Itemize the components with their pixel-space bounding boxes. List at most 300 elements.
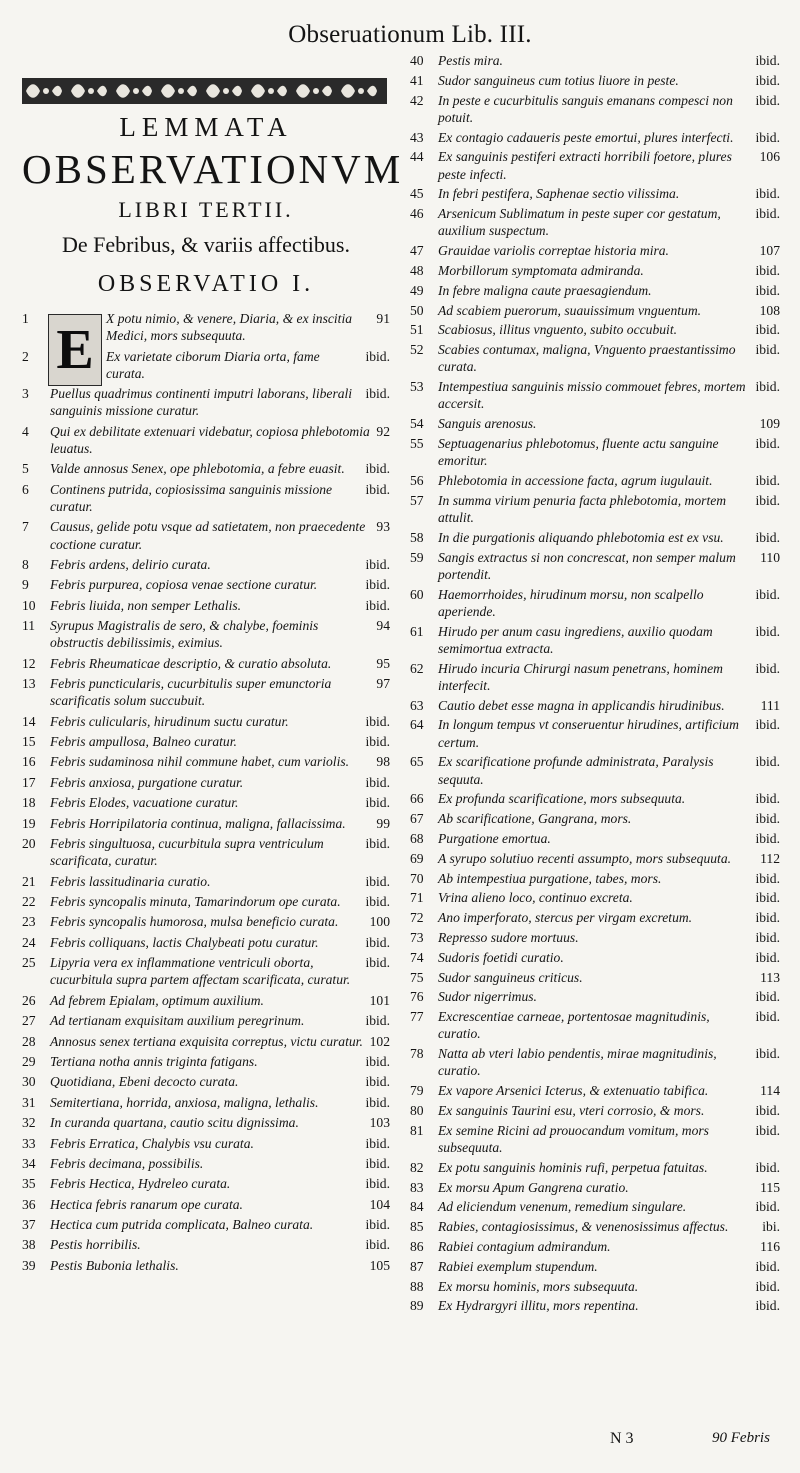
entry-text: Sudor sanguineus criticus. bbox=[438, 969, 583, 985]
entry-body bbox=[438, 492, 780, 526]
entry-page-ref: ibid. bbox=[755, 910, 780, 926]
entry-body bbox=[438, 753, 780, 787]
libri-title: LIBRI TERTII. bbox=[118, 197, 294, 222]
entry-text: Ad eliciendum venenum, remedium singulare. bbox=[438, 1199, 687, 1215]
entry-number: 13 bbox=[22, 676, 36, 692]
table-of-contents-entry bbox=[410, 830, 780, 847]
table-of-contents-entry bbox=[410, 129, 780, 146]
entry-number: 85 bbox=[410, 1219, 424, 1235]
entry-body bbox=[438, 586, 780, 620]
entry-body bbox=[50, 873, 390, 890]
entry-body bbox=[50, 713, 390, 730]
entry-body bbox=[50, 1196, 390, 1213]
entry-text: Sudoris foetidi curatio. bbox=[438, 949, 564, 965]
entry-body bbox=[50, 1257, 390, 1274]
entry-text: Valde annosus Senex, ope phlebotomia, a febre euasit. bbox=[50, 461, 345, 477]
table-of-contents-entry bbox=[410, 92, 780, 126]
entry-page-ref: 94 bbox=[376, 618, 390, 634]
entry-text: Febris puncticularis, cucurbitulis super emunctoria scarificatis solum succubuit. bbox=[50, 676, 332, 709]
table-of-contents-entry bbox=[22, 815, 390, 832]
entry-number: 63 bbox=[410, 697, 424, 713]
entry-number: 23 bbox=[22, 914, 36, 930]
entry-page-ref: ibid. bbox=[365, 348, 390, 364]
entry-number: 3 bbox=[22, 386, 29, 402]
entry-number: 89 bbox=[410, 1298, 424, 1314]
entry-body bbox=[438, 1179, 780, 1196]
entry-page-ref: ibid. bbox=[755, 1278, 780, 1294]
entry-page-ref: 97 bbox=[376, 676, 390, 692]
table-of-contents-entry bbox=[410, 909, 780, 926]
entry-page-ref: ibid. bbox=[755, 282, 780, 298]
table-of-contents-entry bbox=[410, 889, 780, 906]
entry-number: 14 bbox=[22, 713, 36, 729]
entry-number: 87 bbox=[410, 1258, 424, 1274]
entry-body bbox=[50, 913, 390, 930]
table-of-contents-entry bbox=[410, 1179, 780, 1196]
entry-page-ref: ibid. bbox=[365, 1074, 390, 1090]
table-of-contents-entry bbox=[22, 1053, 390, 1070]
entry-number: 32 bbox=[22, 1115, 36, 1131]
entry-text: In peste e cucurbitulis sanguis emanans compesci non potuit. bbox=[438, 92, 733, 125]
table-of-contents-entry bbox=[410, 753, 780, 787]
entry-number: 24 bbox=[22, 934, 36, 950]
entry-body bbox=[50, 1033, 390, 1050]
entry-body bbox=[438, 870, 780, 887]
entry-number: 69 bbox=[410, 850, 424, 866]
entry-text: Febris ampullosa, Balneo curatur. bbox=[50, 734, 237, 750]
table-of-contents-entry bbox=[410, 1045, 780, 1079]
entry-text: In febri pestifera, Saphenae sectio vilissima. bbox=[438, 186, 680, 202]
entry-text: Grauidae variolis correptae historia mira. bbox=[438, 243, 669, 259]
entry-number: 22 bbox=[22, 894, 36, 910]
entry-text: Ab intempestiua purgatione, tabes, mors. bbox=[438, 870, 662, 886]
entry-number: 12 bbox=[22, 655, 36, 671]
entry-page-ref: 99 bbox=[376, 815, 390, 831]
entry-number: 21 bbox=[22, 873, 36, 889]
entry-text: Ex morsu hominis, mors subsequuta. bbox=[438, 1278, 639, 1294]
entry-body bbox=[438, 205, 780, 239]
table-of-contents-entry bbox=[22, 753, 390, 770]
table-of-contents-entry bbox=[22, 873, 390, 890]
entry-number: 26 bbox=[22, 992, 36, 1008]
entry-text: Febris decimana, possibilis. bbox=[50, 1155, 204, 1171]
entry-text: Causus, gelide potu vsque ad satietatem, non praecedente coctione curatur. bbox=[50, 519, 366, 552]
entry-text: Ex profunda scarificatione, mors subsequuta. bbox=[438, 791, 686, 807]
entry-page-ref: ibid. bbox=[365, 1135, 390, 1151]
table-of-contents-entry bbox=[410, 1238, 780, 1255]
entry-number: 29 bbox=[22, 1053, 36, 1069]
entry-text: Hirudo per anum casu ingrediens, auxilio quodam semimortua extracta. bbox=[438, 623, 713, 656]
entry-page-ref: ibid. bbox=[755, 322, 780, 338]
entry-page-ref: ibid. bbox=[755, 92, 780, 108]
entry-number: 75 bbox=[410, 969, 424, 985]
entry-number: 39 bbox=[22, 1257, 36, 1273]
entry-body bbox=[438, 909, 780, 926]
entry-number: 41 bbox=[410, 72, 424, 88]
entry-number: 36 bbox=[22, 1196, 36, 1212]
entry-text: Ano imperforato, stercus per virgam excretum. bbox=[438, 910, 693, 926]
table-of-contents-entry bbox=[410, 72, 780, 89]
table-of-contents-entry bbox=[410, 242, 780, 259]
entry-page-ref: 108 bbox=[759, 302, 780, 318]
entry-page-ref: ibid. bbox=[365, 713, 390, 729]
entry-page-ref: 103 bbox=[369, 1115, 390, 1131]
entry-number: 17 bbox=[22, 774, 36, 790]
entry-number: 74 bbox=[410, 949, 424, 965]
entry-body bbox=[438, 889, 780, 906]
entry-page-ref: ibid. bbox=[755, 72, 780, 88]
entry-text: Ex varietate ciborum Diaria orta, fame curata. bbox=[106, 348, 320, 381]
table-of-contents-entry bbox=[22, 423, 390, 457]
table-of-contents-entry bbox=[22, 992, 390, 1009]
table-of-contents-entry bbox=[410, 1102, 780, 1119]
entry-page-ref: ibid. bbox=[755, 830, 780, 846]
entry-text: Ad febrem Epialam, optimum auxilium. bbox=[50, 992, 264, 1008]
entry-page-ref: ibid. bbox=[755, 472, 780, 488]
entry-page-ref: 95 bbox=[376, 655, 390, 671]
entry-page-ref: ibid. bbox=[755, 754, 780, 770]
entry-number: 88 bbox=[410, 1278, 424, 1294]
running-head bbox=[0, 18, 800, 52]
entry-body bbox=[438, 660, 780, 694]
entry-text: Arsenicum Sublimatum in peste super cor gestatum, auxilium suspectum. bbox=[438, 206, 721, 239]
table-of-contents-entry bbox=[410, 1122, 780, 1156]
entry-number: 4 bbox=[22, 423, 29, 439]
entry-text: Lipyria vera ex inflammatione ventriculi oborta, cucurbitula supra partem affectam scarificata, curatur. bbox=[50, 955, 351, 988]
table-of-contents-entry bbox=[22, 675, 390, 709]
entry-page-ref: ibid. bbox=[365, 894, 390, 910]
table-of-contents-entry bbox=[22, 713, 390, 730]
entry-text: Scabiosus, illitus vnguento, subito occubuit. bbox=[438, 322, 678, 338]
entry-number: 28 bbox=[22, 1033, 36, 1049]
entry-body bbox=[438, 929, 780, 946]
table-of-contents-entry bbox=[410, 929, 780, 946]
entry-text: Febris syncopalis humorosa, mulsa beneficio curata. bbox=[50, 914, 339, 930]
table-of-contents-entry bbox=[22, 1073, 390, 1090]
entry-page-ref: ibid. bbox=[755, 1199, 780, 1215]
table-of-contents-entry bbox=[410, 716, 780, 750]
entry-page-ref: ibid. bbox=[365, 873, 390, 889]
table-of-contents-entry bbox=[410, 492, 780, 526]
table-of-contents-entry bbox=[410, 790, 780, 807]
entry-body bbox=[438, 242, 780, 259]
table-of-contents-entry bbox=[410, 282, 780, 299]
table-of-contents-entry bbox=[22, 893, 390, 910]
entry-number: 70 bbox=[410, 870, 424, 886]
entry-text: Hectica cum putrida complicata, Balneo curata. bbox=[50, 1217, 314, 1233]
entry-number: 81 bbox=[410, 1122, 424, 1138]
entry-body bbox=[50, 835, 390, 869]
entry-number: 72 bbox=[410, 910, 424, 926]
entry-text: Febris sudaminosa nihil commune habet, cum variolis. bbox=[50, 754, 350, 770]
entry-number: 42 bbox=[410, 92, 424, 108]
entry-page-ref: ibid. bbox=[365, 597, 390, 613]
entry-text: Qui ex debilitate extenuari videbatur, copiosa phlebotomia leuatus. bbox=[50, 423, 370, 456]
entry-text: Ad tertianam exquisitam auxilium peregrinum. bbox=[50, 1013, 305, 1029]
entry-number: 9 bbox=[22, 577, 29, 593]
table-of-contents-entry bbox=[22, 1216, 390, 1233]
entry-body bbox=[438, 321, 780, 338]
entry-text: Febris purpurea, copiosa venae sectione curatur. bbox=[50, 577, 318, 593]
entry-page-ref: ibid. bbox=[755, 1122, 780, 1138]
entry-number: 30 bbox=[22, 1074, 36, 1090]
entry-page-ref: 104 bbox=[369, 1196, 390, 1212]
entry-page-ref: ibid. bbox=[755, 1258, 780, 1274]
entry-number: 6 bbox=[22, 481, 29, 497]
entry-number: 1 bbox=[22, 311, 29, 326]
table-of-contents-entry bbox=[22, 1196, 390, 1213]
entry-text: Scabies contumax, maligna, Vnguento praestantissimo curata. bbox=[438, 342, 736, 375]
table-of-contents-entry bbox=[22, 835, 390, 869]
entry-body bbox=[50, 733, 390, 750]
table-of-contents-entry bbox=[22, 1257, 390, 1274]
entry-number: 66 bbox=[410, 791, 424, 807]
table-of-contents-entry bbox=[410, 415, 780, 432]
entry-number: 61 bbox=[410, 623, 424, 639]
entry-text: Septuagenarius phlebotomus, fluente actu sanguine emoritur. bbox=[438, 435, 719, 469]
entry-body bbox=[50, 1135, 390, 1152]
table-of-contents-entry bbox=[22, 348, 390, 382]
entry-body bbox=[50, 794, 390, 811]
entry-list-left bbox=[22, 310, 390, 1274]
entry-number: 49 bbox=[410, 282, 424, 298]
entry-body bbox=[50, 460, 390, 477]
entry-number: 18 bbox=[22, 795, 36, 811]
entry-number: 60 bbox=[410, 586, 424, 602]
entry-text: Ex vapore Arsenici Icterus, & extenuatio tabifica. bbox=[438, 1083, 709, 1099]
table-of-contents-entry bbox=[410, 850, 780, 867]
entry-page-ref: ibid. bbox=[755, 435, 780, 451]
entry-body bbox=[50, 518, 390, 552]
table-of-contents-entry bbox=[410, 623, 780, 657]
entry-page-ref: ibid. bbox=[755, 929, 780, 945]
table-of-contents-entry bbox=[22, 597, 390, 614]
observatio-heading: OBSERVATIO I. bbox=[97, 271, 315, 297]
right-column bbox=[410, 52, 780, 1442]
table-of-contents-entry bbox=[22, 655, 390, 672]
entry-text: Annosus senex tertiana exquisita correptus, victu curatur. bbox=[50, 1033, 363, 1049]
entry-number: 77 bbox=[410, 1009, 424, 1025]
entry-body bbox=[438, 1159, 780, 1176]
table-of-contents-entry bbox=[22, 576, 390, 593]
entry-number: 55 bbox=[410, 435, 424, 451]
entry-text: Febris Rheumaticae descriptio, & curatio absoluta. bbox=[50, 655, 332, 671]
entry-number: 38 bbox=[22, 1237, 36, 1253]
entry-number: 8 bbox=[22, 556, 29, 572]
entry-number: 19 bbox=[22, 815, 36, 831]
entry-page-ref: ibid. bbox=[365, 836, 390, 852]
table-of-contents-entry bbox=[410, 969, 780, 986]
entry-body bbox=[50, 934, 390, 951]
table-of-contents-entry bbox=[410, 1258, 780, 1275]
entry-number: 71 bbox=[410, 890, 424, 906]
entry-number: 46 bbox=[410, 206, 424, 222]
entry-page-ref: ibid. bbox=[365, 556, 390, 572]
entry-page-ref: ibid. bbox=[365, 577, 390, 593]
entry-page-ref: ibid. bbox=[755, 1046, 780, 1062]
entry-body bbox=[50, 992, 390, 1009]
table-of-contents-entry bbox=[410, 1008, 780, 1042]
entry-page-ref: ibid. bbox=[755, 890, 780, 906]
entry-page-ref: 114 bbox=[760, 1083, 780, 1099]
entry-body bbox=[438, 185, 780, 202]
entry-text: Natta ab vteri labio pendentis, mirae magnitudinis, curatio. bbox=[438, 1046, 717, 1079]
entry-body bbox=[50, 1053, 390, 1070]
entry-number: 58 bbox=[410, 529, 424, 545]
entry-page-ref: 92 bbox=[376, 423, 390, 439]
entry-text: Febris lassitudinaria curatio. bbox=[50, 873, 211, 889]
entry-page-ref: ibid. bbox=[755, 1298, 780, 1314]
entry-page-ref: ibid. bbox=[365, 795, 390, 811]
entry-number: 73 bbox=[410, 929, 424, 945]
entry-number: 54 bbox=[410, 416, 424, 432]
entry-page-ref: ibid. bbox=[755, 262, 780, 278]
entry-page-ref: ibid. bbox=[365, 1053, 390, 1069]
table-of-contents-entry bbox=[22, 518, 390, 552]
entry-text: Febris syncopalis minuta, Tamarindorum ope curata. bbox=[50, 894, 341, 910]
entry-body bbox=[438, 1218, 780, 1235]
table-of-contents-entry bbox=[410, 1218, 780, 1235]
entry-text: Intempestiua sanguinis missio commouet febres, mortem accersit. bbox=[438, 379, 746, 412]
entry-text: Ex Hydrargyri illitu, mors repentina. bbox=[438, 1298, 639, 1314]
entry-page-ref: ibid. bbox=[365, 774, 390, 790]
entry-text: Ab scarificatione, Gangrana, mors. bbox=[438, 811, 632, 827]
entry-body bbox=[438, 302, 780, 319]
signature-mark: N 3 bbox=[610, 1430, 634, 1447]
entry-page-ref: 109 bbox=[759, 416, 780, 432]
entry-text: Excrescentiae carneae, portentosae magnitudinis, curatio. bbox=[438, 1009, 710, 1042]
entry-text: In summa virium penuria facta phlebotomia, mortem attulit. bbox=[438, 492, 727, 525]
left-column bbox=[22, 110, 404, 1430]
entry-text: Pestis Bubonia lethalis. bbox=[50, 1257, 179, 1273]
entry-body bbox=[50, 423, 390, 457]
entry-body bbox=[438, 1238, 780, 1255]
entry-body bbox=[438, 529, 780, 546]
entry-number: 16 bbox=[22, 754, 36, 770]
entry-body bbox=[50, 1236, 390, 1253]
entry-number: 40 bbox=[410, 53, 424, 68]
entry-body bbox=[50, 1216, 390, 1233]
entry-number: 31 bbox=[22, 1094, 36, 1110]
table-of-contents-entry bbox=[410, 949, 780, 966]
entry-page-ref: ibid. bbox=[755, 989, 780, 1005]
entry-body bbox=[438, 623, 780, 657]
entry-page-ref: 91 bbox=[376, 311, 390, 326]
entry-page-ref: ibid. bbox=[755, 717, 780, 733]
entry-body bbox=[50, 1175, 390, 1192]
entry-text: Pestis mira. bbox=[438, 53, 503, 68]
entry-number: 79 bbox=[410, 1083, 424, 1099]
table-of-contents-entry bbox=[22, 1012, 390, 1029]
table-of-contents-entry bbox=[22, 385, 390, 419]
entry-text: Hectica febris ranarum ope curata. bbox=[50, 1196, 243, 1212]
table-of-contents-entry bbox=[22, 1094, 390, 1111]
entry-body bbox=[50, 1155, 390, 1172]
entry-body bbox=[50, 1012, 390, 1029]
entry-body bbox=[438, 549, 780, 583]
entry-number: 51 bbox=[410, 322, 424, 338]
table-of-contents-entry bbox=[22, 556, 390, 573]
entry-text: Represso sudore mortuus. bbox=[438, 929, 579, 945]
entry-body bbox=[50, 310, 390, 344]
entry-body bbox=[438, 262, 780, 279]
table-of-contents-entry bbox=[410, 321, 780, 338]
entry-number: 10 bbox=[22, 597, 36, 613]
table-of-contents-entry bbox=[410, 205, 780, 239]
entry-page-ref: 111 bbox=[760, 697, 780, 713]
entry-text: Febris culicularis, hirudinum suctu curatur. bbox=[50, 713, 289, 729]
entry-page-ref: ibid. bbox=[365, 1094, 390, 1110]
entry-number: 65 bbox=[410, 754, 424, 770]
entry-page-ref: ibid. bbox=[755, 949, 780, 965]
entry-page-ref: 116 bbox=[760, 1238, 780, 1254]
entry-page-ref: ibid. bbox=[755, 529, 780, 545]
entry-body bbox=[438, 969, 780, 986]
entry-number: 44 bbox=[410, 149, 424, 165]
table-of-contents-entry bbox=[410, 529, 780, 546]
entry-body bbox=[50, 481, 390, 515]
table-of-contents-entry bbox=[22, 1135, 390, 1152]
entry-page-ref: ibid. bbox=[755, 492, 780, 508]
entry-page-ref: ibid. bbox=[365, 1217, 390, 1233]
entry-text: Febris Horripilatoria continua, maligna, fallacissima. bbox=[50, 815, 346, 831]
entry-body bbox=[50, 1114, 390, 1131]
entry-text: Sanguis arenosus. bbox=[438, 416, 537, 432]
entry-page-ref: ibid. bbox=[365, 461, 390, 477]
entry-number: 86 bbox=[410, 1238, 424, 1254]
entry-page-ref: ibid. bbox=[755, 379, 780, 395]
table-of-contents-entry bbox=[22, 1033, 390, 1050]
entry-text: X potu nimio, & venere, Diaria, & ex inscitia Medici, mors subsequuta. bbox=[106, 311, 353, 344]
entry-text: Cautio debet esse magna in applicandis hirudinibus. bbox=[438, 697, 725, 713]
entry-body bbox=[438, 697, 780, 714]
entry-page-ref: ibid. bbox=[755, 186, 780, 202]
table-of-contents-entry bbox=[22, 310, 390, 344]
entry-page-ref: ibid. bbox=[755, 791, 780, 807]
entry-body bbox=[438, 415, 780, 432]
observationum-title: OBSERVATIONVM bbox=[22, 146, 404, 192]
entry-number: 20 bbox=[22, 836, 36, 852]
entry-text: Febris Elodes, vacuatione curatur. bbox=[50, 795, 239, 811]
entry-text: Semitertiana, horrida, anxiosa, maligna, lethalis. bbox=[50, 1094, 319, 1110]
entry-page-ref: ibid. bbox=[755, 623, 780, 639]
entry-page-ref: ibid. bbox=[755, 129, 780, 145]
entry-page-ref: ibid. bbox=[755, 1009, 780, 1025]
entry-text: In febre maligna caute praesagiendum. bbox=[438, 282, 652, 298]
entry-number: 50 bbox=[410, 302, 424, 318]
entry-body bbox=[50, 774, 390, 791]
running-head-text: Obseruationum Lib. III. bbox=[288, 21, 532, 48]
entry-body bbox=[438, 52, 780, 69]
entry-text: Ex semine Ricini ad prouocandum vomitum, mors subsequuta. bbox=[438, 1122, 709, 1155]
entry-text: Syrupus Magistralis de sero, & chalybe, foeminis obstructis debilissimis, eximius. bbox=[50, 618, 319, 651]
entry-number: 67 bbox=[410, 811, 424, 827]
entry-text: Hirudo incuria Chirurgi nasum penetrans, hominem interfecit. bbox=[438, 660, 723, 693]
table-of-contents-entry bbox=[22, 934, 390, 951]
entry-page-ref: ibid. bbox=[365, 1237, 390, 1253]
table-of-contents-entry bbox=[22, 1236, 390, 1253]
entry-page-ref: 98 bbox=[376, 754, 390, 770]
entry-number: 59 bbox=[410, 549, 424, 565]
entry-body bbox=[438, 1102, 780, 1119]
entry-number: 52 bbox=[410, 342, 424, 358]
entry-page-ref: ibid. bbox=[365, 934, 390, 950]
entry-body bbox=[438, 282, 780, 299]
table-of-contents-entry bbox=[22, 954, 390, 988]
entry-body bbox=[438, 1258, 780, 1275]
table-of-contents-entry bbox=[410, 988, 780, 1005]
entry-text: Febris singultuosa, cucurbitula supra ventriculum scarificata, curatur. bbox=[50, 836, 324, 869]
